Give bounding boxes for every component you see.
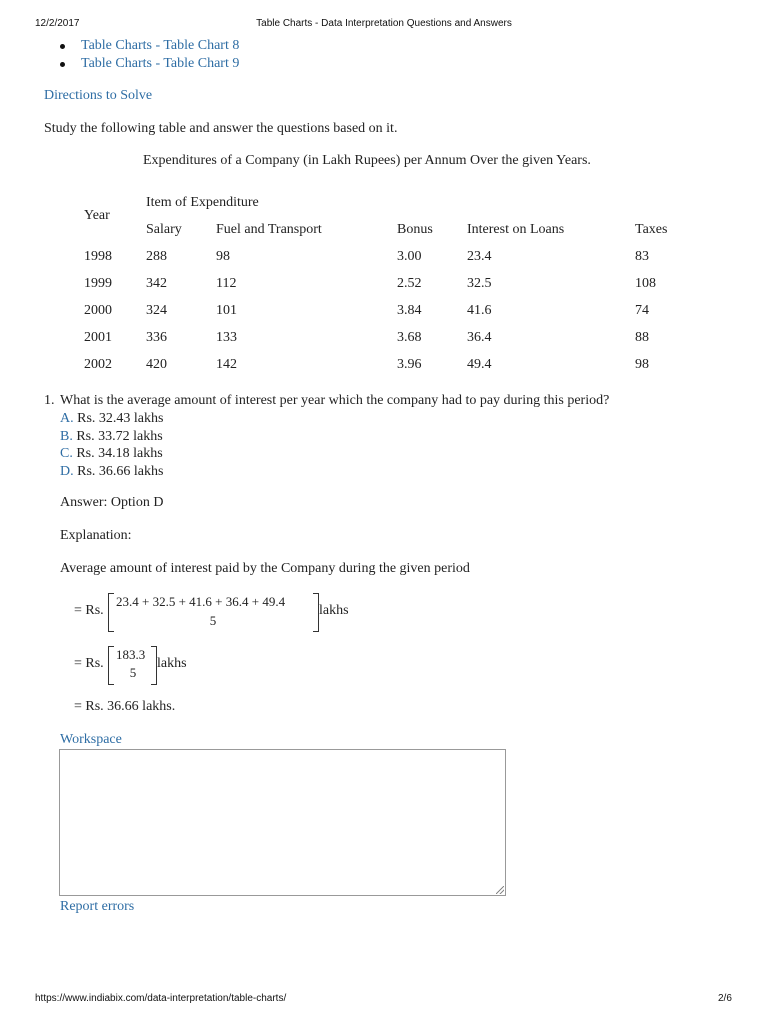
table-cell: 49.4	[467, 356, 492, 372]
year-header: Year	[84, 208, 110, 223]
workspace-link[interactable]: Workspace	[60, 732, 122, 747]
expenditure-table	[78, 189, 675, 378]
table-row	[78, 243, 675, 270]
table-cell: 32.5	[467, 275, 492, 291]
directions-text: Study the following table and answer the questions based on it.	[44, 121, 398, 136]
table-cell: 3.68	[397, 329, 422, 345]
item-of-expenditure-header: Item of Expenditure	[146, 194, 259, 210]
option-d[interactable]	[60, 463, 163, 481]
option-a[interactable]	[60, 410, 163, 428]
table-cell: 142	[216, 356, 237, 372]
link-table-chart-9[interactable]: Table Charts - Table Chart 9	[81, 56, 240, 71]
table-cell: 112	[216, 275, 237, 291]
table-row	[78, 351, 675, 378]
table-cell: 98	[216, 248, 230, 264]
table-cell: 3.84	[397, 302, 422, 318]
step1-denominator: 5	[209, 613, 217, 628]
table-cell: 1998	[84, 248, 112, 264]
option-text: Rs. 33.72 lakhs	[76, 428, 163, 444]
table-cell: 88	[635, 329, 649, 345]
column-header: Bonus	[397, 221, 433, 237]
result-text: = Rs. 36.66 lakhs.	[74, 699, 176, 714]
step2-denominator: 5	[129, 665, 137, 680]
answer-text: Answer: Option D	[60, 495, 164, 510]
column-header: Fuel and Transport	[216, 221, 322, 237]
option-text: Rs. 32.43 lakhs	[77, 411, 164, 426]
option-letter[interactable]: C.	[60, 446, 73, 461]
related-links	[62, 37, 239, 73]
print-title: Table Charts - Data Interpretation Questions and Answers	[256, 18, 512, 29]
table-cell: 133	[216, 329, 237, 345]
table-cell: 420	[146, 356, 167, 372]
table-row	[78, 324, 675, 351]
column-header: Interest on Loans	[467, 221, 565, 237]
page-url: https://www.indiabix.com/data-interpretation/table-charts/	[35, 993, 287, 1004]
explanation-text: Average amount of interest paid by the Company during the given period	[60, 561, 470, 576]
option-text: Rs. 36.66 lakhs	[77, 463, 164, 479]
table-row	[78, 297, 675, 324]
print-date: 12/2/2017	[35, 18, 80, 29]
table-cell: 324	[146, 302, 167, 318]
step2-numerator: 183.3	[116, 647, 146, 662]
report-errors-link[interactable]: Report errors	[60, 899, 135, 914]
table-cell: 288	[146, 248, 167, 264]
table-cell: 108	[635, 275, 656, 291]
table-cell: 3.00	[397, 248, 422, 264]
step1-numerator: 23.4 + 32.5 + 41.6 + 36.4 + 49.4	[116, 594, 286, 609]
step2-suffix: lakhs	[157, 656, 187, 671]
table-cell: 2.52	[397, 275, 422, 291]
table-cell: 2001	[84, 329, 112, 345]
table-cell: 74	[635, 302, 649, 318]
left-bracket	[108, 646, 114, 685]
table-cell: 2000	[84, 302, 112, 318]
directions-heading[interactable]: Directions to Solve	[44, 88, 153, 103]
list-item	[62, 55, 239, 73]
option-letter[interactable]: B.	[60, 428, 73, 444]
question-text: What is the average amount of interest per year which the company had to pay during this period?	[60, 393, 610, 408]
step1-suffix: lakhs	[319, 603, 349, 618]
table-cell: 1999	[84, 275, 112, 291]
step2-prefix: = Rs.	[74, 656, 104, 671]
table-cell: 101	[216, 302, 237, 318]
option-letter[interactable]: D.	[60, 463, 74, 479]
table-cell: 83	[635, 248, 649, 264]
step1-prefix: = Rs.	[74, 603, 104, 618]
table-cell: 336	[146, 329, 167, 345]
option-b[interactable]	[60, 428, 163, 446]
table-row	[78, 270, 675, 297]
question-number: 1.	[44, 393, 55, 408]
column-header: Salary	[146, 221, 182, 237]
table-cell: 36.4	[467, 329, 492, 345]
option-text: Rs. 34.18 lakhs	[76, 446, 163, 461]
table-cell: 98	[635, 356, 649, 372]
table-cell: 2002	[84, 356, 112, 372]
resize-grip-icon[interactable]	[496, 886, 504, 894]
workspace-textarea[interactable]	[59, 749, 506, 896]
table-cell: 342	[146, 275, 167, 291]
option-letter[interactable]: A.	[60, 411, 74, 426]
column-header: Taxes	[635, 221, 668, 237]
explanation-label: Explanation:	[60, 528, 132, 543]
left-bracket	[108, 593, 114, 632]
table-caption: Expenditures of a Company (in Lakh Rupees) per Annum Over the given Years.	[143, 153, 591, 168]
table-cell: 3.96	[397, 356, 422, 372]
option-c[interactable]	[60, 445, 163, 463]
table-cell: 41.6	[467, 302, 492, 318]
list-item	[62, 37, 239, 55]
page-number: 2/6	[718, 993, 732, 1004]
link-table-chart-8[interactable]: Table Charts - Table Chart 8	[81, 38, 240, 53]
table-cell: 23.4	[467, 248, 492, 264]
